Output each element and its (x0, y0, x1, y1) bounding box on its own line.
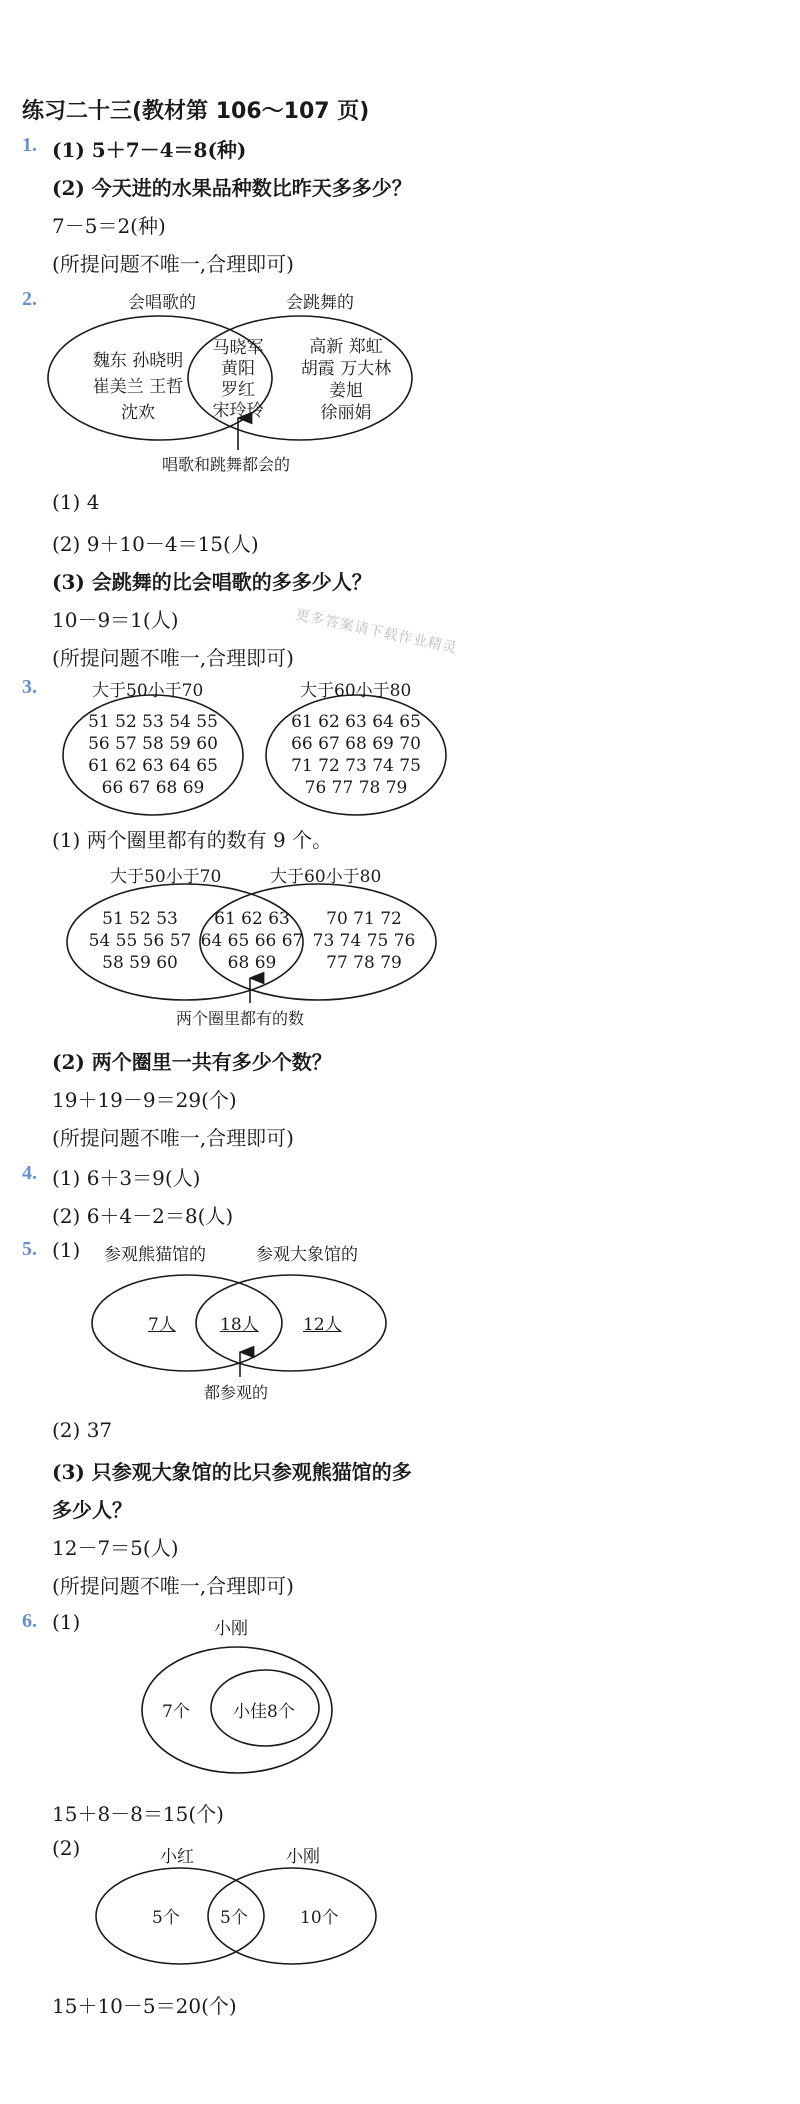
q2-label-sing: 会唱歌的 (128, 293, 196, 313)
q2-label-dance: 会跳舞的 (286, 293, 354, 313)
q5-part-1-prefix: (1) (52, 1238, 81, 1262)
name-row: 魏东 孙晓明 (92, 351, 184, 371)
q5-left-value: 7人 (148, 1315, 176, 1335)
q6-middle-value: 5个 (220, 1908, 248, 1928)
q5-answer-3: (3) 只参观大象馆的比只参观熊猫馆的多 (52, 1460, 412, 1484)
q2-left-names (68, 348, 208, 426)
q1-number: 1. (22, 134, 37, 156)
q6-outer-label: 小刚 (214, 1619, 248, 1639)
q3-venn-label-right: 大于60小于80 (270, 867, 382, 887)
q2-right-names (286, 336, 406, 424)
q3-arrow-label: 两个圈里都有的数 (176, 1009, 305, 1028)
q3-answer-1: (1) 两个圈里都有的数有 9 个。 (52, 828, 333, 852)
watermark: 更多答案请下载作业精灵 (294, 606, 459, 657)
q1-answer-1: (1) 5＋7－4＝8(种) (52, 138, 247, 162)
q3-right-set (276, 711, 436, 799)
q2-answer-4: 10－9＝1(人) (52, 608, 179, 632)
q1-note: (所提问题不唯一,合理即可) (52, 252, 294, 276)
q6-part-1-prefix: (1) (52, 1610, 81, 1634)
q6-label-xiaogang: 小刚 (286, 1847, 320, 1867)
number-row: 73 74 75 76 (312, 931, 416, 951)
q6-inner-value: 小佳8个 (233, 1702, 295, 1722)
q5-middle-value: 18人 (220, 1315, 259, 1335)
name-row: 沈欢 (121, 403, 155, 423)
number-row: 61 62 63 64 65 (88, 756, 218, 776)
number-row: 58 59 60 (102, 953, 178, 973)
number-row: 76 77 78 79 (304, 778, 408, 798)
q4-answer-2: (2) 6＋4－2＝8(人) (52, 1204, 234, 1228)
q1-answer-2: (2) 今天进的水果品种数比昨天多多少？ (52, 176, 412, 200)
name-row: 姜旭 (329, 381, 363, 401)
q3-label-right: 大于60小于80 (300, 681, 412, 701)
q6-equation-1: 15＋8－8＝15(个) (52, 1802, 224, 1826)
q6-number: 6. (22, 1610, 37, 1632)
number-row: 70 71 72 (326, 909, 402, 929)
q6-right-value: 10个 (300, 1908, 339, 1928)
q5-note: (所提问题不唯一,合理即可) (52, 1574, 294, 1598)
number-row: 51 52 53 (102, 909, 178, 929)
page-title: 练习二十三(教材第 106～107 页) (22, 99, 370, 124)
number-row: 61 62 63 (214, 909, 290, 929)
q2-answer-1: (1) 4 (52, 490, 100, 514)
q4-answer-1: (1) 6＋3＝9(人) (52, 1166, 201, 1190)
number-row: 77 78 79 (326, 953, 402, 973)
name-row: 崔美兰 王哲 (92, 377, 184, 397)
q5-label-panda: 参观熊猫馆的 (104, 1245, 206, 1265)
name-row: 高新 郑虹 (309, 337, 383, 357)
q6-equation-2: 15＋10－5＝20(个) (52, 1994, 237, 2018)
number-row: 66 67 68 69 70 (291, 734, 421, 754)
q5-arrow-label: 都参观的 (204, 1383, 269, 1402)
q3-right-only (304, 908, 424, 974)
name-row: 胡霞 万大林 (300, 359, 392, 379)
name-row: 徐丽娟 (320, 403, 372, 423)
number-row: 56 57 58 59 60 (88, 734, 218, 754)
q5-answer-3-cont: 多少人？ (52, 1498, 132, 1522)
q5-right-value: 12人 (303, 1315, 342, 1335)
q5-label-elephant: 参观大象馆的 (256, 1245, 358, 1265)
number-row: 54 55 56 57 (88, 931, 192, 951)
q3-label-left: 大于50小于70 (92, 681, 204, 701)
q2-number: 2. (22, 288, 37, 310)
number-row: 64 65 66 67 (200, 931, 304, 951)
q5-answer-4: 12－7＝5(人) (52, 1536, 179, 1560)
q2-answer-3: (3) 会跳舞的比会唱歌的多多少人？ (52, 570, 372, 594)
q6-part-2-prefix: (2) (52, 1836, 81, 1860)
number-row: 61 62 63 64 65 (291, 712, 421, 732)
q2-middle-names (198, 338, 278, 422)
number-row: 68 69 (227, 953, 277, 973)
q3-answer-3: 19＋19－9＝29(个) (52, 1088, 237, 1112)
q5-answer-2: (2) 37 (52, 1418, 113, 1442)
q2-note: (所提问题不唯一,合理即可) (52, 646, 294, 670)
q6-left-value: 5个 (152, 1908, 180, 1928)
name-row: 罗红 (221, 380, 255, 400)
q5-number: 5. (22, 1238, 37, 1260)
q6-label-xiaohong: 小红 (160, 1847, 194, 1867)
name-row: 马晓军 (212, 338, 264, 358)
q4-number: 4. (22, 1162, 37, 1184)
q3-note: (所提问题不唯一,合理即可) (52, 1126, 294, 1150)
q3-venn-label-left: 大于50小于70 (110, 867, 222, 887)
q2-arrow-label: 唱歌和跳舞都会的 (162, 455, 291, 474)
q1-answer-3: 7－5＝2(种) (52, 214, 166, 238)
number-row: 51 52 53 54 55 (88, 712, 218, 732)
q3-left-only (80, 908, 200, 974)
name-row: 黄阳 (221, 359, 255, 379)
q3-both (196, 908, 308, 974)
number-row: 66 67 68 69 (101, 778, 205, 798)
q3-left-set (73, 711, 233, 799)
q2-answer-2: (2) 9＋10－4＝15(人) (52, 532, 259, 556)
q3-number: 3. (22, 676, 37, 698)
number-row: 71 72 73 74 75 (291, 756, 421, 776)
q3-answer-2: (2) 两个圈里一共有多少个数？ (52, 1050, 332, 1074)
q6-outer-value: 7个 (162, 1702, 190, 1722)
name-row: 宋玲玲 (212, 401, 264, 421)
